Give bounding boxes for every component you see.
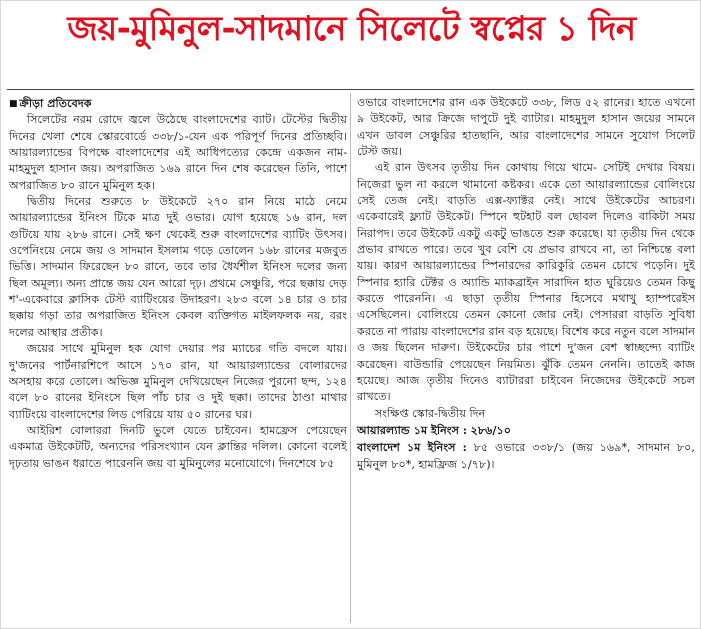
paragraph: ওভারে বাংলাদেশের রান এক উইকেটে ৩৩৮, লিড ৫২ রানের। হাতে এখনো ৯ উইকেট, আর ক্রিজে দাপুটে দুই ব্যাটার। মাহমুদুল হাসান জয়ের সামনে এখন ডাবল সেঞ্চুরির হাতছানি, আর বাংলাদেশের সামনে সুযোগ সিলেট টেস্ট জয়। (357, 96, 695, 159)
paragraph: দ্বিতীয় দিনের শুরুতে ৮ উইকেটে ২৭০ রান নিয়ে মাঠে নেমে আয়ারল্যান্ডের ইনিংস টিকে মাত্র দুই ওভার। যোগ হয়েছে ১৬ রান, দল গুটিয়ে যায় ২৮৬ রানে। সেই ক্ষণ থেকেই শুরু বাংলাদেশের ব্যাটিং উৎসব। ওপেনিংয়ে নেমে জয় ও সাদমান ইসলাম গড়ে তোলেন ১৬৮ রানের মজবুত ভিত্তি। সাদমান ফিরেছেন ৮০ রানে, তবে তার ধৈর্যশীল ইনিংস দলের জন্য ছিল অমূল্য। অন্য প্রান্তে জয় যেন আরো দৃঢ়। প্রথমে সেঞ্চুরি, পরে ছক্কায় দেড় শ'-একেবারে ক্লাসিক টেস্ট ব্যাটিংয়ের উদাহরণ। ২৮৩ বলে ১৪ চার ও চার ছক্কায় গড়া তার অপরাজিত ইনিংস কেবল ব্যক্তিগত মাইলফলক নয়, বরং দলের আস্থার প্রতীক। (9, 195, 347, 339)
scorecard-bangladesh-detail: ৮৫ ওভারে ৩৩৮/১ (জয় ১৬৯*, সাদমান ৮০, মুমিনুল ৮০*, হামফ্রিজ ১/৭৮)। (357, 441, 695, 471)
article-column-right (357, 95, 695, 473)
scorecard-ireland-label: আয়ারল্যান্ড ১ম ইনিংস : (357, 422, 467, 437)
scorecard-bangladesh-label: বাংলাদেশ ১ম ইনিংস : (357, 440, 467, 455)
paragraph: এই রান উৎসব তৃতীয় দিন কোথায় গিয়ে থামে- সেটিই দেখার বিষয়। নিজেরা ভুল না করলে থামানো কষ্টকর। একে তো আয়ারল্যান্ডের বোলিংয়ে সেই তেজ নেই। বাড়তি এক্স-ফ্যাক্টর নেই। সাথে উইকেটের আচরণ। একেবারেই ফ্ল্যাট উইকেট। স্পিনে হুটহাট বল ছোবল দিলেও বাকিটা সময় নিরাপদ। তবে উইকেট একটু একটু ভাঙতে শুরু করেছে। যা তৃতীয় দিন থেকে প্রভাব রাখতে পারে। তবে খুব বেশি যে প্রভাব রাখবে না, তা নিশ্চিন্তে বলা যায়। কারণ আয়ারল্যান্ডের স্পিনারদের কারিকুরি তেমন চোখে পড়েনি। দুই স্পিনার হ্যারি টেক্টর ও অ্যান্ডি ম্যাকব্রাইন সারাদিন হাত ঘুরিয়েও তেমন কিছু করতে পারেননি। এ ছাড়া তৃতীয় স্পিনার হিসেবে মথাখু হ্যাম্পরেইস এসেছিলেন। বোলিংয়ে তেমন কোনো জোর নেই। পেসাররা বাড়তি সুবিধা করতে না পারায় বাংলাদেশের রান বড় হয়েছে। বিশেষ করে নতুন বলে সাদমান ও জয় ছিলেন দারুণ। উইকেটের চার পাশে দু'জন বেশ স্বাচ্ছন্দ্যে ব্যাটিং করেছেন। বাউন্ডারি পেয়েছেন নিয়মিত। ঝুঁকি তেমন নেননি। তাতেই কাজ হয়েছে। আজ তৃতীয় দিনেও ব্যাটাররা চাইবেন নিজেদের উইকেটে সচল রাখতে। (357, 161, 695, 404)
article-column-left (9, 95, 347, 472)
paragraph: সিলেটের নরম রোদে জ্বলে উঠেছে বাংলাদেশের ব্যাট। টেস্টের দ্বিতীয় দিনের খেলা শেষে স্কোরবোর্ডে ৩৩৮/১-যেন এক পরিপূর্ণ দিনের প্রতিচ্ছবি। আয়ারল্যান্ডের বিপক্ষে বাংলাদেশের এই আধিপত্যের কেন্দ্রে একজন নাম-মাহমুদুল হাসান জয়। অপরাজিত ১৬৯ রানে দিন শেষ করেছেন তিনি, পাশে অপরাজিত ৮০ রানে মুমিনুল হক। (9, 113, 347, 192)
scorecard-ireland (357, 422, 695, 439)
byline-row (9, 95, 347, 112)
headline: জয়-মুমিনুল-সাদমানে সিলেটে স্বপ্নের ১ দিন (67, 9, 636, 49)
paragraph: জয়ের সাথে মুমিনুল হক যোগ দেয়ার পর ম্যাচের গতি বদলে যায়। দু'জনের পার্টনারশিপে আসে ১৭০ রান, যা আয়ারল্যান্ডের বোলারদের অসহায় করে তোলে। অভিজ্ঞ মুমিনুল দেখিয়েছেন নিজের পুরনো ছন্দ, ১২৪ বলে ৮০ রানের ইনিংসে ছিল পাঁচ চার ও দুই ছক্কা। তাদের ঠাণ্ডা মাথার ব্যাটিংয়ে বাংলাদেশের লিড পেরিয়ে যায় ৫০ রানের ঘর। (9, 342, 347, 421)
scorecard-bangladesh (357, 439, 695, 473)
byline: ক্রীড়া প্রতিবেদক (19, 96, 92, 110)
scorecard-ireland-score: ২৮৬/১০ (470, 422, 511, 437)
scorecard-heading: সংক্ষিপ্ত স্কোর-দ্বিতীয় দিন (374, 406, 486, 420)
headline-divider (7, 89, 694, 90)
paragraph: আইরিশ বোলাররা দিনটি ভুলে যেতে চাইবেন। হামফ্রেস পেয়েছেন একমাত্র উইকেটটি, অন্যদের পরিসংখ্যান যেন ক্লান্তির দলিল। কোনো বলেই দৃঢ়তায় ভাঙন ধরাতে পারেননি জয় বা মুমিনুলের মনোযোগে। দিনশেষে ৮৫ (9, 423, 347, 470)
column-divider (350, 93, 351, 623)
bullet-icon: ■ (9, 99, 18, 109)
